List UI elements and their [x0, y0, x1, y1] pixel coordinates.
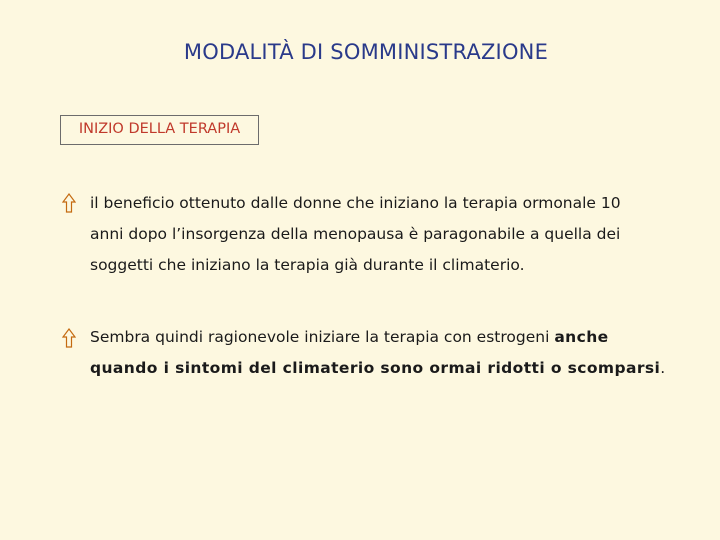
bullet-2-line-1-plain: Sembra quindi ragionevole iniziare la terapia con estrogeni: [90, 328, 555, 346]
bullet-2-emphasis-2: quando i sintomi del climaterio sono ormai ridotti o scomparsi: [90, 359, 661, 377]
bullet-2-emphasis-1: anche: [554, 328, 609, 346]
bullet-1-line-2: anni dopo l’insorgenza della menopausa è paragonabile a quella dei: [90, 225, 621, 243]
slide-title: MODALITÀ DI SOMMINISTRAZIONE: [183, 40, 549, 64]
bullet-2-line-2-end: .: [660, 359, 666, 377]
section-label-box: INIZIO DELLA TERAPIA: [60, 115, 259, 145]
bullet-2-line-2: [90, 353, 700, 384]
bullet-text-2: [90, 322, 700, 384]
bullet-text-1: [90, 188, 700, 281]
bullet-1-line-3: soggetti che iniziano la terapia già durante il climaterio.: [90, 256, 525, 274]
hollow-up-arrow-icon: [62, 193, 80, 211]
bullet-2-line-1: [90, 322, 700, 353]
bullet-1-line-1: il beneficio ottenuto dalle donne che iniziano la terapia ormonale 10: [90, 194, 621, 212]
hollow-up-arrow-icon: [62, 328, 80, 346]
